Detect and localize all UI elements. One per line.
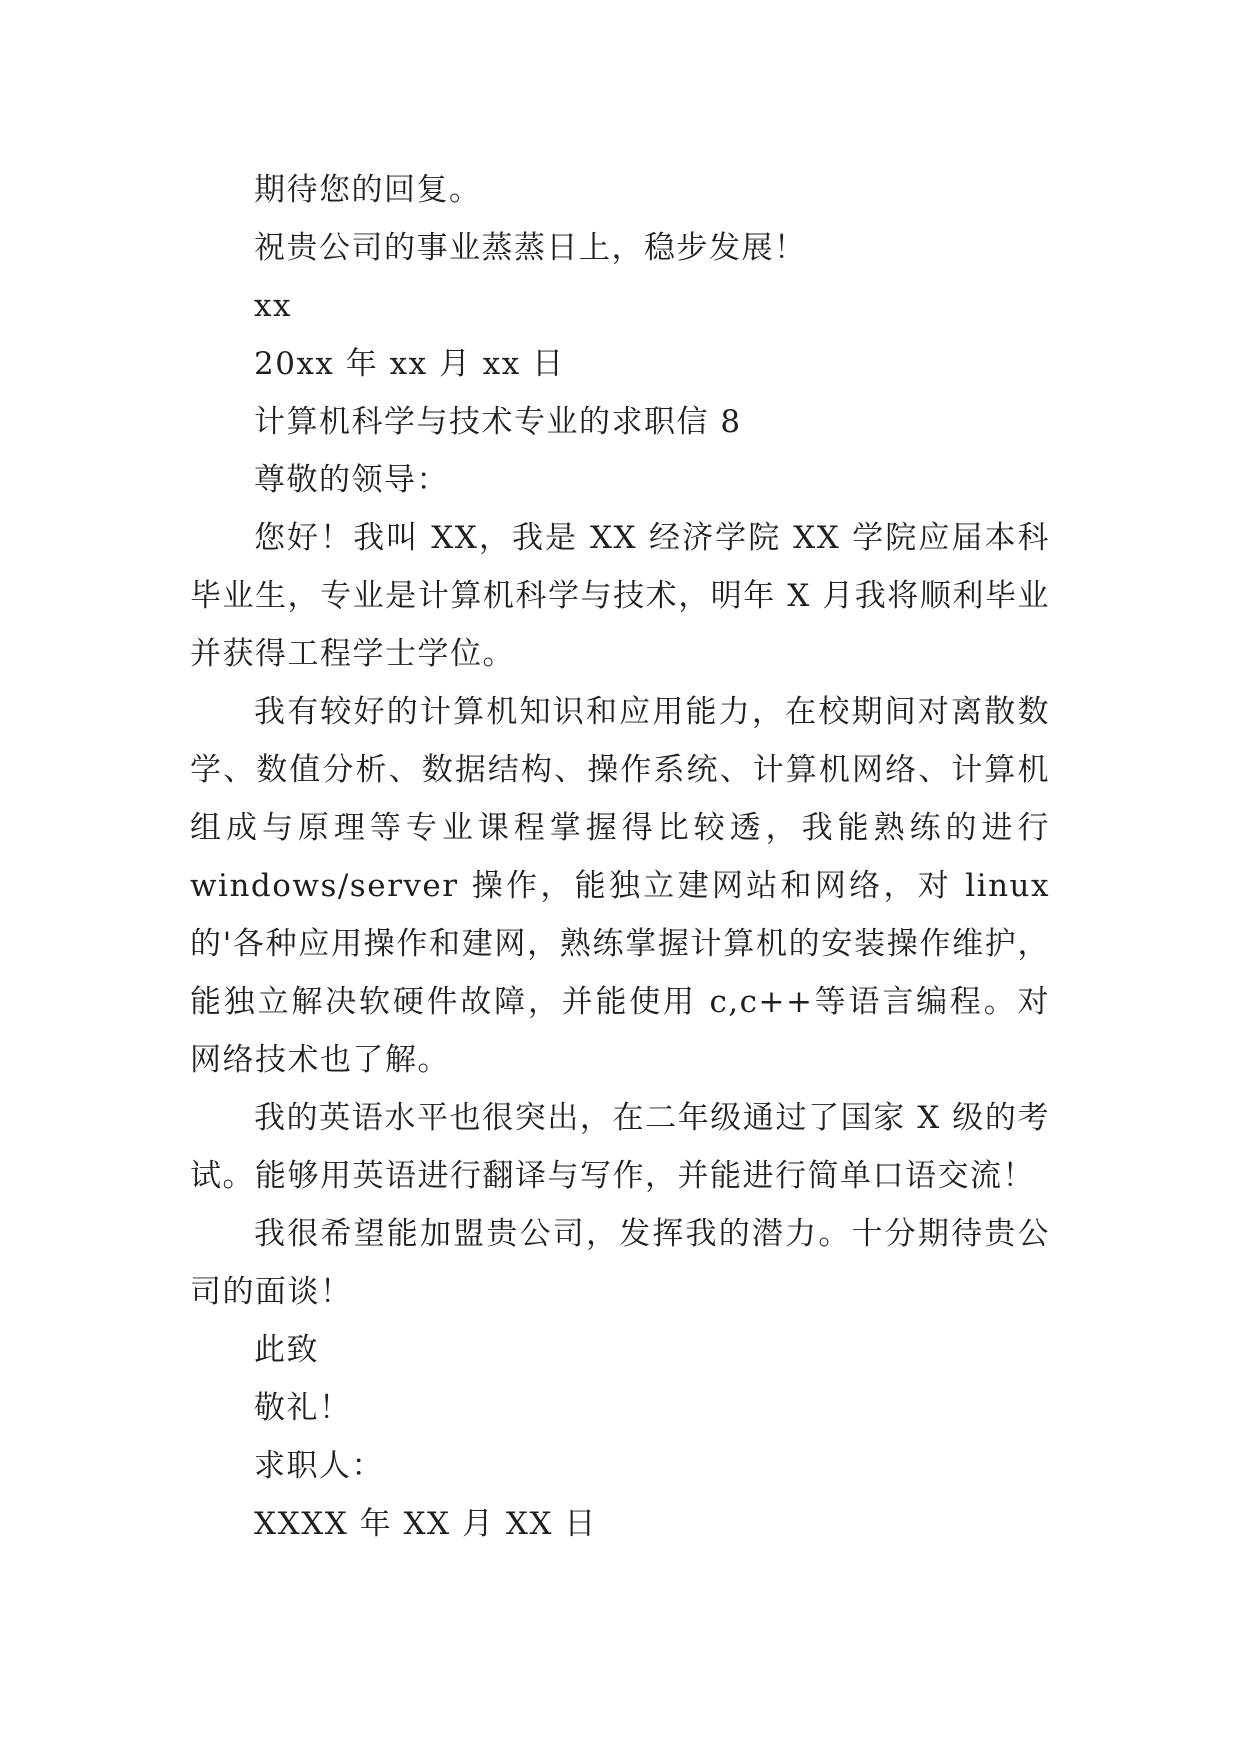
closing-wish-line: 祝贵公司的事业蒸蒸日上，稳步发展！ — [254, 230, 807, 266]
intro-paragraph: 您好！我叫 XX，我是 XX 经济学院 XX 学院应届本科毕业生，专业是计算机科学与技术，明年 X 月我将顺利毕业并获得工程学士学位。 — [190, 520, 1050, 672]
skills-paragraph: 我有较好的计算机知识和应用能力，在校期间对离散数学、数值分析、数据结构、操作系统、计算机网络、计算机组成与原理等专业课程掌握得比较透，我能熟练的进行 windows/server 操作，能独立建网站和网络，对 linux 的'各种应用操作和建网，熟练掌握计算机的安装操作维护，能独立解决软硬件故障，并能使用 c,c++等语言编程。对网络技术也了解。 — [190, 694, 1050, 1078]
english-paragraph: 我的英语水平也很突出，在二年级通过了国家 X 级的考试。能够用英语进行翻译与写作，并能进行简单口语交流！ — [190, 1100, 1050, 1194]
signature-name: xx — [254, 288, 292, 324]
hope-paragraph: 我很希望能加盟贵公司，发挥我的潜力。十分期待贵公司的面谈！ — [190, 1216, 1050, 1310]
letter-body — [190, 161, 1050, 1553]
applicant-date: XXXX 年 XX 月 XX 日 — [254, 1506, 597, 1542]
closing-expectation-line: 期待您的回复。 — [254, 172, 482, 208]
closing-cizhi: 此致 — [254, 1332, 319, 1368]
salutation: 尊敬的领导： — [254, 462, 449, 498]
applicant-label: 求职人： — [254, 1448, 384, 1484]
signature-date: 20xx 年 xx 月 xx 日 — [254, 346, 565, 382]
letter-title: 计算机科学与技术专业的求职信 8 — [254, 404, 742, 440]
closing-jingli: 敬礼！ — [254, 1390, 352, 1426]
